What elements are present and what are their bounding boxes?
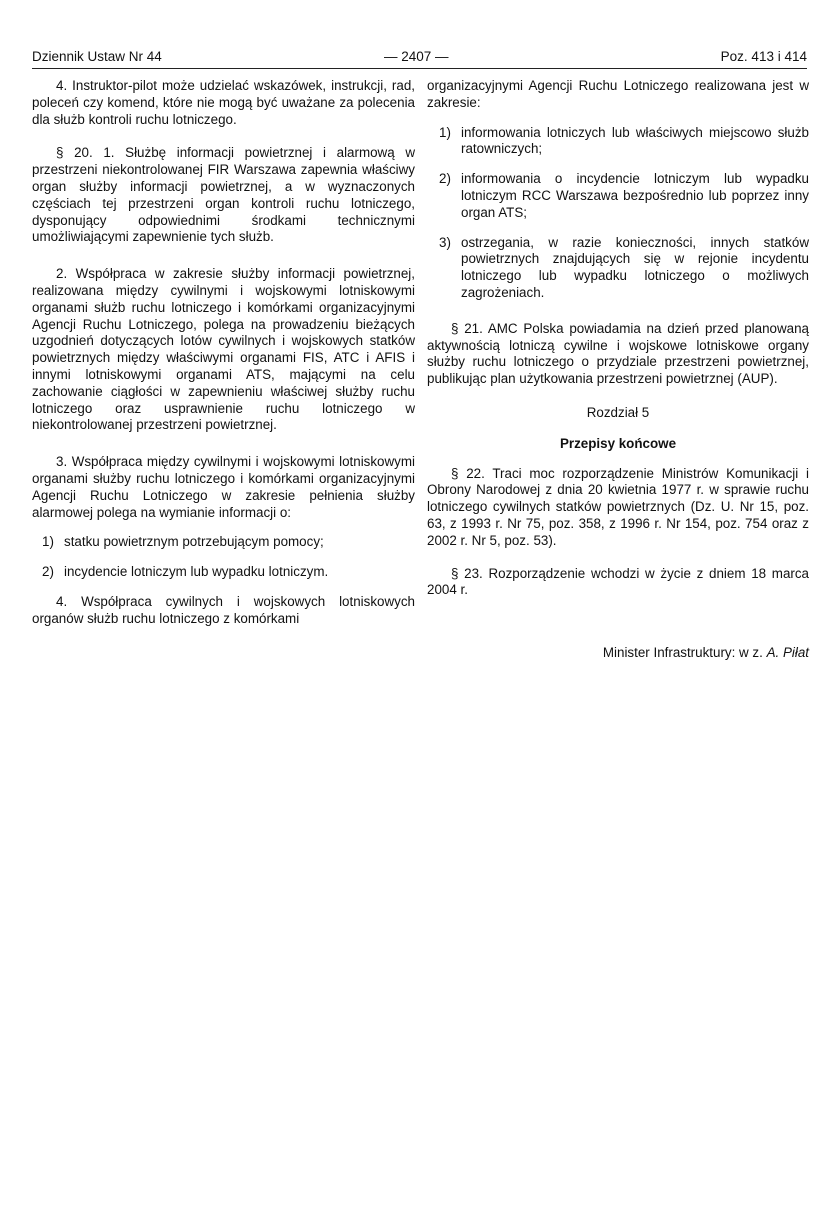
section-20-4-continuation: organizacyjnymi Agencji Ruchu Lotniczego realizowana jest w zakresie: (427, 78, 809, 110)
list-text: statku powietrznym potrzebującym pomocy; (64, 534, 324, 550)
list-item (427, 235, 809, 302)
section-23: § 23. Rozporządzenie wchodzi w życie z dniem 18 marca 2004 r. (427, 565, 809, 598)
list-item (32, 534, 415, 551)
signature-name: A. Piłat (766, 645, 809, 661)
left-column (32, 78, 415, 628)
list-number: 2) (42, 564, 54, 580)
right-column (427, 78, 809, 662)
list-text: incydencie lotniczym lub wypadku lotniczym. (64, 564, 329, 580)
signature-prefix: Minister Infrastruktury: w z. (602, 645, 767, 661)
list-text: ostrzegania, w razie konieczności, innych statków powietrznych znajdujących się w rejonie incydentu lotniczego lub wypadku lotniczego o możliwych zagrożeniach. (461, 234, 809, 300)
list-item (427, 171, 809, 221)
list-item (427, 125, 809, 159)
list-number: 1) (42, 534, 54, 550)
chapter-title: Przepisy końcowe (559, 435, 677, 451)
journal-title: Dziennik Ustaw Nr 44 (32, 49, 162, 64)
page-header (32, 47, 807, 69)
section-20-4-start: 4. Współpraca cywilnych i wojskowych lotniskowych organów służb ruchu lotniczego z komórkami (32, 593, 415, 626)
chapter-heading: Rozdział 5 (586, 404, 650, 420)
section-20-2: 2. Współpraca w zakresie służby informacji powietrznej, realizowana między cywilnymi i wojskowymi lotniskowymi organami służb ruchu lotniczego i komórkami organizacyjnymi Agencji Ruchu Lotniczego, polega na prowadzeniu bieżących uzgodnień dotyczących lotów cywilnych i wojskowych statków powietrznych między właściwymi organami FIS, ATC i AFIS i innymi lotniskowymi organami ATS, mającymi na celu zachowanie ciągłości w zapewnieniu właściwej służby ruchu lotniczego oraz usprawnienie ruchu lotniczego w niekontrolowanej przestrzeni powietrznej. (32, 266, 415, 433)
position-number: Poz. 413 i 414 (720, 49, 807, 64)
list-text: informowania o incydencie lotniczym lub wypadku lotniczym RCC Warszawa bezpośrednio lub poprzez inny organ ATS; (461, 171, 809, 220)
page-number: — 2407 — (384, 49, 449, 64)
list-item (32, 564, 415, 581)
section-20-1: § 20. 1. Służbę informacji powietrznej i alarmową w przestrzeni niekontrolowanej FIR Warszawa zapewnia właściwy organ służby informacji powietrznej, a w wyznaczonych częściach tej przestrzeni organ kontroli ruchu lotniczego, dysponujący odpowiednimi środkami technicznymi umożliwiającymi zapewnienie tych służb. (32, 145, 415, 245)
list-number: 3) (439, 234, 451, 250)
signature (427, 645, 809, 662)
list-number: 1) (439, 124, 451, 140)
list-text: informowania lotniczych lub właściwych miejscowo służb ratowniczych; (461, 124, 809, 157)
paragraph-instructor-pilot: 4. Instruktor-pilot może udzielać wskazówek, instrukcji, rad, poleceń czy komend, które nie mogą być uważane za polecenia dla służb kontroli ruchu lotniczego. (32, 78, 415, 127)
section-21: § 21. AMC Polska powiadamia na dzień przed planowaną aktywnością lotniczą cywilne i wojskowe lotniskowe organy służby ruchu lotniczego o przydziale przestrzeni powietrznej, publikując plan użytkowania przestrzeni powietrznej (AUP). (427, 320, 809, 387)
section-22: § 22. Traci moc rozporządzenie Ministrów Komunikacji i Obrony Narodowej z dnia 20 kwietnia 1977 r. w sprawie ruchu lotniczego cywilnych statków powietrznych (Dz. U. Nr 15, poz. 63, z 1993 r. Nr 75, poz. 358, z 1996 r. Nr 154, poz. 754 oraz z 2002 r. Nr 5, poz. 53). (427, 465, 809, 548)
section-20-3: 3. Współpraca między cywilnymi i wojskowymi lotniskowymi organami służby ruchu lotniczego i komórkami organizacyjnymi Agencji Ruchu Lotniczego w zakresie pełnienia służby alarmowej polega na wymianie informacji o: (32, 454, 415, 520)
list-number: 2) (439, 171, 451, 187)
